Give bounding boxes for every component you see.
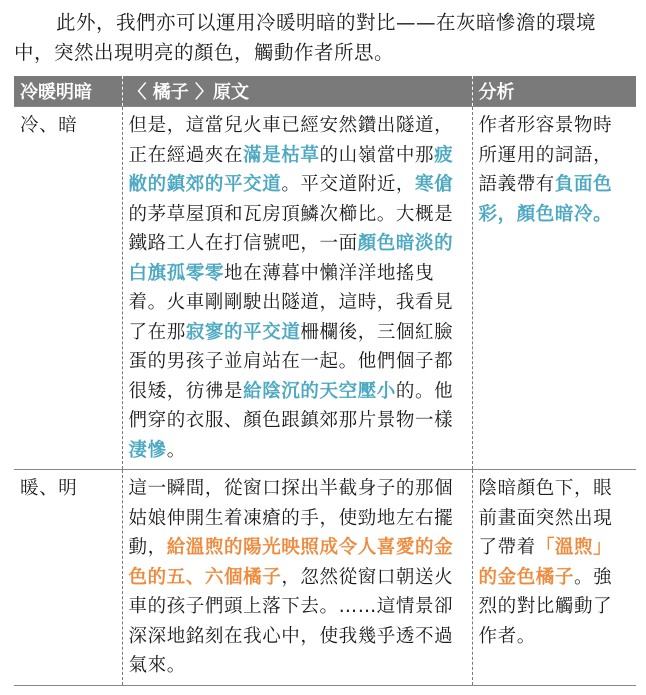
- row-label: 冷、暗: [14, 107, 122, 470]
- text-segment: 地在薄暮中懶洋洋地搖曳着。火車剛剛駛出隧道，這時，我看見了在那: [128, 262, 454, 343]
- text-segment: 的茅草屋頂和瓦房頂鱗次櫛比。大概是鐵路工人在打信號吧，一面: [128, 203, 454, 254]
- header-warm-cool: 冷暖明暗: [14, 76, 122, 107]
- header-analysis: 分析: [472, 76, 636, 107]
- highlight-cool-phrase: 滿是枯草: [243, 144, 320, 166]
- text-segment: 。: [166, 439, 186, 461]
- comparison-table: [14, 76, 636, 686]
- analysis-cell: [472, 107, 636, 470]
- text-segment: 的山嶺當中那: [319, 144, 435, 166]
- row-label: 暖、明: [14, 470, 122, 686]
- table-row: [14, 107, 636, 470]
- intro-paragraph: 此外，我們亦可以運用冷暖明暗的對比——在灰暗慘澹的環境中，突然出現明亮的顏色，觸動作者所思。: [14, 11, 597, 64]
- table-row: [14, 470, 636, 686]
- highlight-cool-phrase: 顏色暗淡的白旗孤零零: [128, 233, 454, 284]
- highlight-cool-phrase: 寒傖: [415, 174, 454, 195]
- highlight-cool-phrase: 淒慘: [128, 439, 167, 461]
- highlight-cool-phrase: 給陰沉的天空壓小: [243, 380, 396, 402]
- text-segment: 柵欄後，三個紅臉蛋的男孩子並肩站在一起。他們個子都很矮，彷彿是: [128, 321, 454, 402]
- text-segment: 這一瞬間，從窗口探出半截身子的那個姑娘伸開生着凍瘡的手，使勁地左右擺動，: [128, 478, 454, 558]
- original-text-cell: [122, 470, 472, 686]
- text-segment: 的。他們穿的衣服、顏色跟鎮郊那片景物一樣: [128, 380, 454, 431]
- table-header-row: [14, 76, 636, 107]
- text-segment: 。強烈的對比觸動了作者。: [478, 566, 613, 647]
- highlight-cool-phrase: 疲敝的鎮郊的平交道: [128, 144, 454, 195]
- text-segment: ，忽然從窗口朝送火車的孩子們頭上落下去。……這情景卻深深地銘刻在我心中，使我幾乎透不過氣來。: [128, 566, 454, 676]
- highlight-warm-phrase: 「溫煦」的金色橘子: [478, 537, 613, 588]
- original-text-cell: [122, 107, 472, 470]
- text-segment: 。平交道附近，: [281, 174, 416, 195]
- analysis-cell: [472, 470, 636, 686]
- text-segment: 陰暗顏色下，眼前畫面突然出現了帶着: [478, 478, 613, 558]
- text-segment: 但是，這當兒火車已經安然鑽出隧道，正在經過夾在: [128, 115, 454, 166]
- highlight-warm-phrase: 給溫煦的陽光映照成令人喜愛的金色的五、六個橘子: [128, 537, 454, 588]
- highlight-cool-phrase: 。: [593, 203, 613, 225]
- highlight-cool-phrase: 負面色彩，顏色暗冷: [478, 174, 613, 225]
- header-original-text: 〈 橘子 〉原文: [122, 76, 472, 107]
- highlight-cool-phrase: 寂寥的平交道: [185, 321, 301, 343]
- text-segment: 作者形容景物時所運用的詞語，語義帶有: [478, 115, 613, 195]
